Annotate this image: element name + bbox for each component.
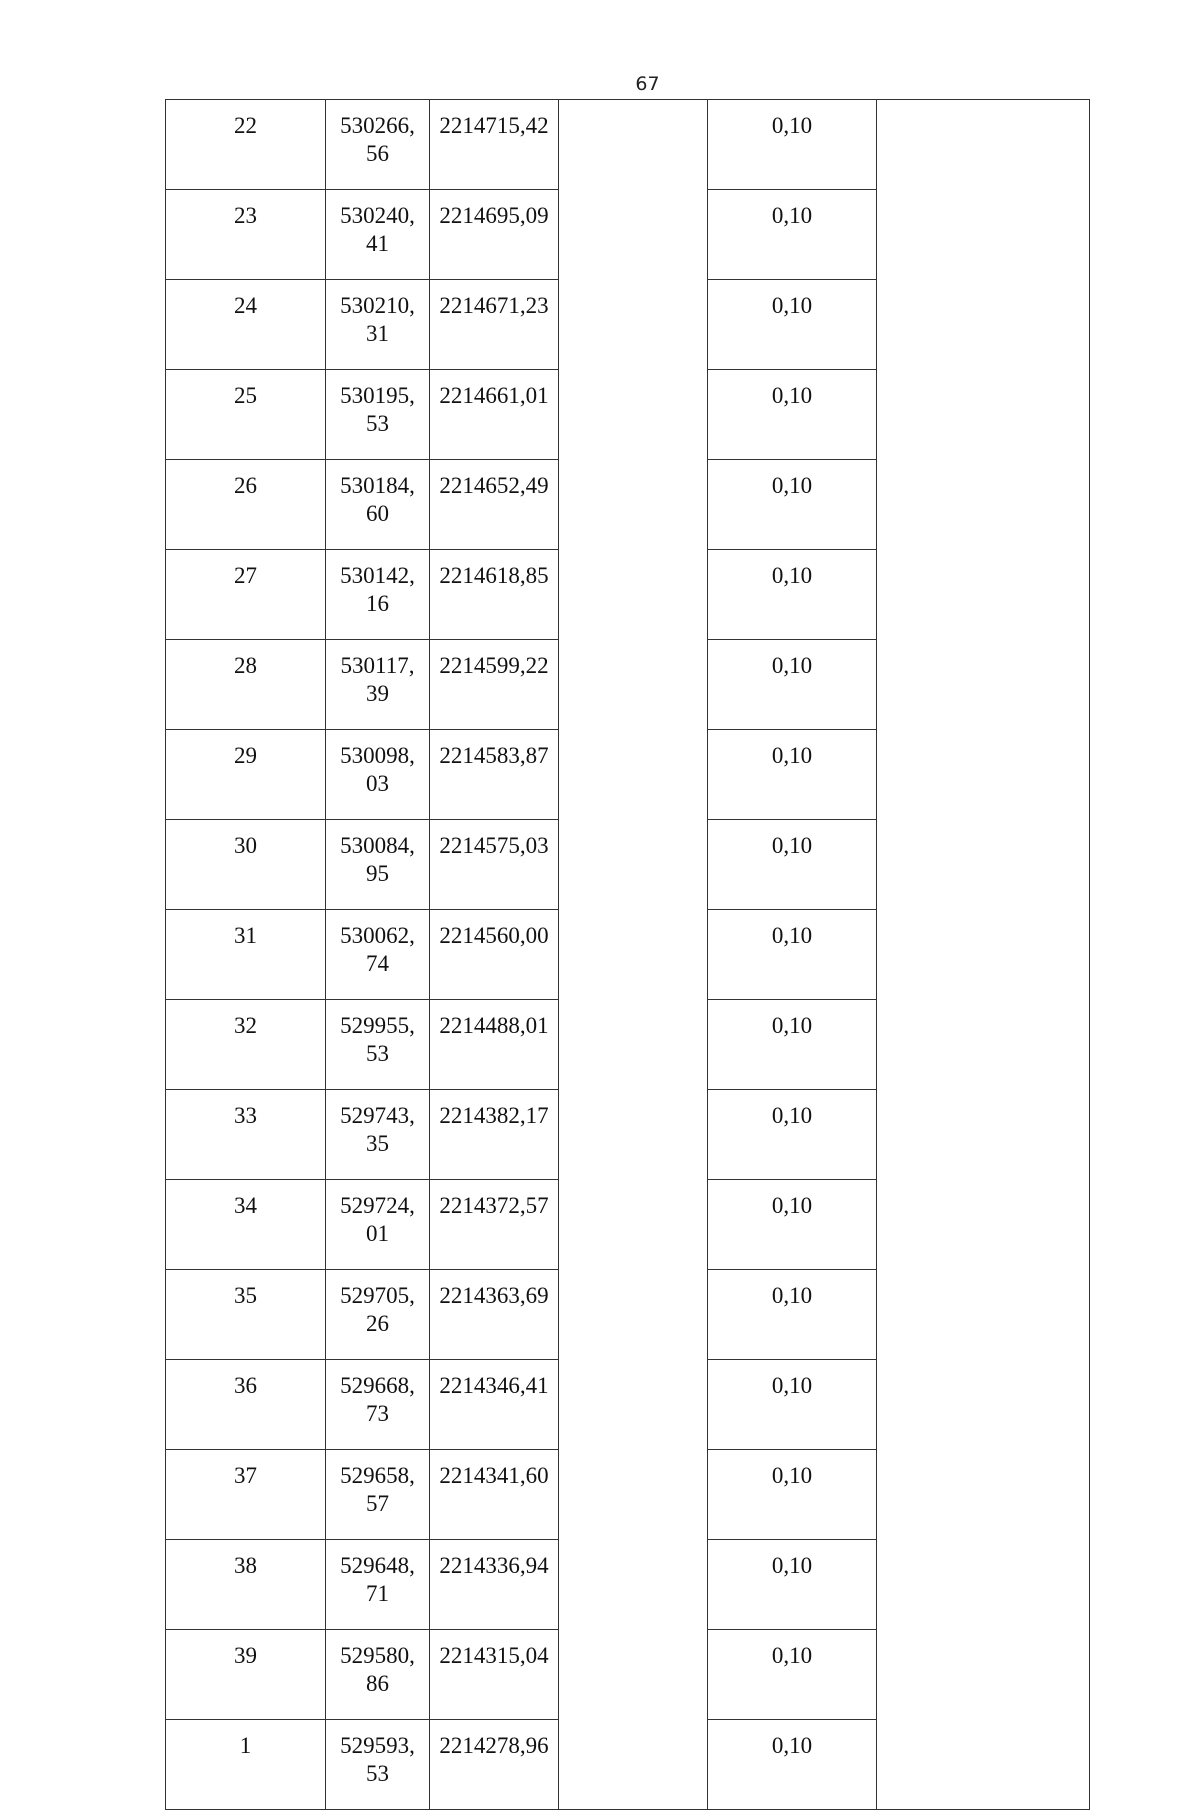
y-coordinate-cell: 2214661,01: [430, 370, 559, 460]
x-coordinate-cell: 529593, 53: [326, 1720, 430, 1810]
coordinates-table-body: [166, 100, 1090, 1810]
empty-cell: [877, 550, 1090, 640]
empty-cell: [559, 1360, 708, 1450]
table-row: [166, 370, 1090, 460]
table-row: [166, 1360, 1090, 1450]
point-number-cell: 22: [166, 100, 326, 190]
y-coordinate-cell: 2214363,69: [430, 1270, 559, 1360]
x-coordinate-cell: 529743, 35: [326, 1090, 430, 1180]
table-row: [166, 1630, 1090, 1720]
point-number-cell: 27: [166, 550, 326, 640]
y-coordinate-cell: 2214560,00: [430, 910, 559, 1000]
page-number: 67: [635, 73, 660, 95]
precision-cell: 0,10: [708, 280, 877, 370]
precision-cell: 0,10: [708, 550, 877, 640]
precision-cell: 0,10: [708, 1270, 877, 1360]
table-row: [166, 280, 1090, 370]
empty-cell: [559, 1720, 708, 1810]
point-number-cell: 1: [166, 1720, 326, 1810]
y-coordinate-cell: 2214346,41: [430, 1360, 559, 1450]
empty-cell: [877, 1360, 1090, 1450]
coordinates-table: [165, 99, 1090, 1810]
precision-cell: 0,10: [708, 460, 877, 550]
precision-cell: 0,10: [708, 640, 877, 730]
table-row: [166, 820, 1090, 910]
precision-cell: 0,10: [708, 100, 877, 190]
empty-cell: [877, 820, 1090, 910]
empty-cell: [877, 280, 1090, 370]
x-coordinate-cell: 529658, 57: [326, 1450, 430, 1540]
y-coordinate-cell: 2214695,09: [430, 190, 559, 280]
empty-cell: [559, 1450, 708, 1540]
table-row: [166, 550, 1090, 640]
empty-cell: [559, 910, 708, 1000]
empty-cell: [559, 1270, 708, 1360]
x-coordinate-cell: 530084, 95: [326, 820, 430, 910]
empty-cell: [559, 370, 708, 460]
table-row: [166, 730, 1090, 820]
table-row: [166, 1720, 1090, 1810]
x-coordinate-cell: 530210, 31: [326, 280, 430, 370]
point-number-cell: 32: [166, 1000, 326, 1090]
y-coordinate-cell: 2214583,87: [430, 730, 559, 820]
y-coordinate-cell: 2214372,57: [430, 1180, 559, 1270]
x-coordinate-cell: 529955, 53: [326, 1000, 430, 1090]
y-coordinate-cell: 2214341,60: [430, 1450, 559, 1540]
x-coordinate-cell: 529648, 71: [326, 1540, 430, 1630]
table-row: [166, 1450, 1090, 1540]
x-coordinate-cell: 530142, 16: [326, 550, 430, 640]
precision-cell: 0,10: [708, 370, 877, 460]
empty-cell: [559, 460, 708, 550]
point-number-cell: 30: [166, 820, 326, 910]
y-coordinate-cell: 2214488,01: [430, 1000, 559, 1090]
empty-cell: [559, 820, 708, 910]
precision-cell: 0,10: [708, 1540, 877, 1630]
empty-cell: [877, 1000, 1090, 1090]
x-coordinate-cell: 529580, 86: [326, 1630, 430, 1720]
y-coordinate-cell: 2214715,42: [430, 100, 559, 190]
precision-cell: 0,10: [708, 1090, 877, 1180]
empty-cell: [877, 1270, 1090, 1360]
point-number-cell: 26: [166, 460, 326, 550]
y-coordinate-cell: 2214278,96: [430, 1720, 559, 1810]
empty-cell: [559, 190, 708, 280]
empty-cell: [559, 640, 708, 730]
point-number-cell: 37: [166, 1450, 326, 1540]
empty-cell: [559, 1630, 708, 1720]
empty-cell: [877, 730, 1090, 820]
point-number-cell: 34: [166, 1180, 326, 1270]
empty-cell: [559, 730, 708, 820]
y-coordinate-cell: 2214575,03: [430, 820, 559, 910]
precision-cell: 0,10: [708, 1630, 877, 1720]
point-number-cell: 28: [166, 640, 326, 730]
y-coordinate-cell: 2214599,22: [430, 640, 559, 730]
empty-cell: [559, 1540, 708, 1630]
point-number-cell: 31: [166, 910, 326, 1000]
empty-cell: [877, 1540, 1090, 1630]
precision-cell: 0,10: [708, 190, 877, 280]
table-row: [166, 1090, 1090, 1180]
x-coordinate-cell: 529724, 01: [326, 1180, 430, 1270]
point-number-cell: 23: [166, 190, 326, 280]
table-row: [166, 1540, 1090, 1630]
x-coordinate-cell: 529668, 73: [326, 1360, 430, 1450]
point-number-cell: 38: [166, 1540, 326, 1630]
empty-cell: [559, 1000, 708, 1090]
y-coordinate-cell: 2214336,94: [430, 1540, 559, 1630]
precision-cell: 0,10: [708, 730, 877, 820]
empty-cell: [877, 910, 1090, 1000]
empty-cell: [877, 640, 1090, 730]
table-row: [166, 1270, 1090, 1360]
empty-cell: [877, 1450, 1090, 1540]
x-coordinate-cell: 530266, 56: [326, 100, 430, 190]
precision-cell: 0,10: [708, 820, 877, 910]
empty-cell: [877, 1720, 1090, 1810]
point-number-cell: 39: [166, 1630, 326, 1720]
point-number-cell: 36: [166, 1360, 326, 1450]
precision-cell: 0,10: [708, 1180, 877, 1270]
empty-cell: [877, 1180, 1090, 1270]
precision-cell: 0,10: [708, 1450, 877, 1540]
x-coordinate-cell: 530098, 03: [326, 730, 430, 820]
point-number-cell: 25: [166, 370, 326, 460]
y-coordinate-cell: 2214382,17: [430, 1090, 559, 1180]
x-coordinate-cell: 530240, 41: [326, 190, 430, 280]
table-row: [166, 1180, 1090, 1270]
empty-cell: [559, 280, 708, 370]
empty-cell: [877, 100, 1090, 190]
precision-cell: 0,10: [708, 1000, 877, 1090]
table-row: [166, 640, 1090, 730]
point-number-cell: 29: [166, 730, 326, 820]
empty-cell: [559, 550, 708, 640]
y-coordinate-cell: 2214652,49: [430, 460, 559, 550]
empty-cell: [877, 1630, 1090, 1720]
table-row: [166, 910, 1090, 1000]
y-coordinate-cell: 2214671,23: [430, 280, 559, 370]
y-coordinate-cell: 2214315,04: [430, 1630, 559, 1720]
empty-cell: [559, 1180, 708, 1270]
precision-cell: 0,10: [708, 1720, 877, 1810]
x-coordinate-cell: 530062, 74: [326, 910, 430, 1000]
empty-cell: [559, 100, 708, 190]
table-row: [166, 460, 1090, 550]
x-coordinate-cell: 530184, 60: [326, 460, 430, 550]
precision-cell: 0,10: [708, 910, 877, 1000]
empty-cell: [877, 460, 1090, 550]
x-coordinate-cell: 530195, 53: [326, 370, 430, 460]
table-row: [166, 190, 1090, 280]
empty-cell: [877, 370, 1090, 460]
table-row: [166, 1000, 1090, 1090]
point-number-cell: 24: [166, 280, 326, 370]
point-number-cell: 35: [166, 1270, 326, 1360]
y-coordinate-cell: 2214618,85: [430, 550, 559, 640]
x-coordinate-cell: 530117, 39: [326, 640, 430, 730]
table-row: [166, 100, 1090, 190]
point-number-cell: 33: [166, 1090, 326, 1180]
empty-cell: [559, 1090, 708, 1180]
empty-cell: [877, 1090, 1090, 1180]
empty-cell: [877, 190, 1090, 280]
x-coordinate-cell: 529705, 26: [326, 1270, 430, 1360]
precision-cell: 0,10: [708, 1360, 877, 1450]
